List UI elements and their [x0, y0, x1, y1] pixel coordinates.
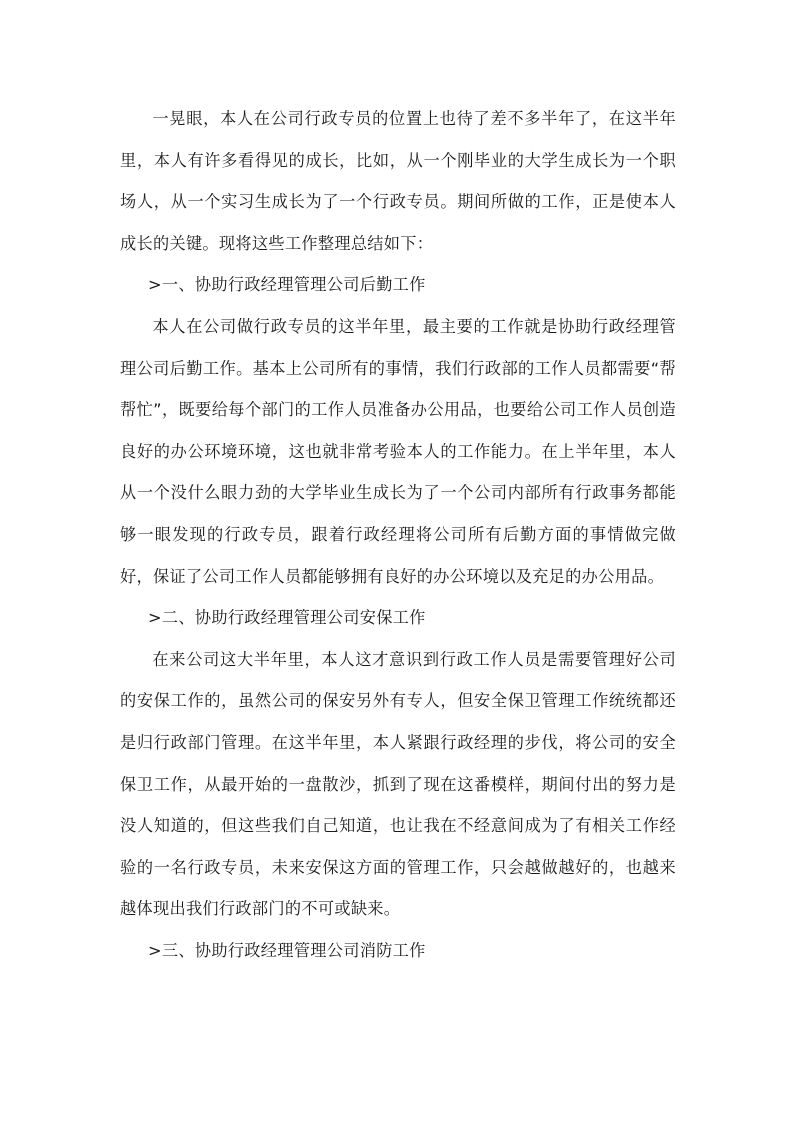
security-paragraph: 在来公司这大半年里，本人这才意识到行政工作人员是需要管理好公司的安保工作的，虽然公司的保安另外有专人，但安全保卫管理工作统统都还是归行政部门管理。在这半年里，本人紧跟行政经理的步伐，将公司的安全保卫工作，从最开始的一盘散沙，抓到了现在这番模样，期间付出的努力是没人知道的，但这些我们自己知道，也让我在不经意间成为了有相关工作经验的一名行政专员，未来安保这方面的管理工作，只会越做越好的，也越来越体现出我们行政部门的不可或缺来。 [120, 649, 676, 919]
intro-paragraph: 一晃眼，本人在公司行政专员的位置上也待了差不多半年了，在这半年里，本人有许多看得见的成长，比如，从一个刚毕业的大学生成长为一个职场人，从一个实习生成长为了一个行政专员。期间所做的工作，正是使本人成长的关键。现将这些工作整理总结如下： [120, 109, 676, 253]
logistics-paragraph: 本人在公司做行政专员的这半年里，最主要的工作就是协助行政经理管理公司后勤工作。基本上公司所有的事情，我们行政部的工作人员都需要“帮帮忙”，既要给每个部门的工作人员准备办公用品，也要给公司工作人员创造良好的办公环境环境，这也就非常考验本人的工作能力。在上半年里，本人从一个没什么眼力劲的大学毕业生成长为了一个公司内部所有行政事务都能够一眼发现的行政专员，跟着行政经理将公司所有后勤方面的事情做完做好，保证了公司工作人员都能够拥有良好的办公环境以及充足的办公用品。 [120, 316, 676, 586]
document-body [120, 98, 676, 971]
section-heading-security: >二、协助行政经理管理公司安保工作 [148, 608, 426, 628]
section-heading-fire-safety: >三、协助行政经理管理公司消防工作 [148, 940, 426, 960]
section-heading-logistics: >一、协助行政经理管理公司后勤工作 [148, 275, 426, 295]
